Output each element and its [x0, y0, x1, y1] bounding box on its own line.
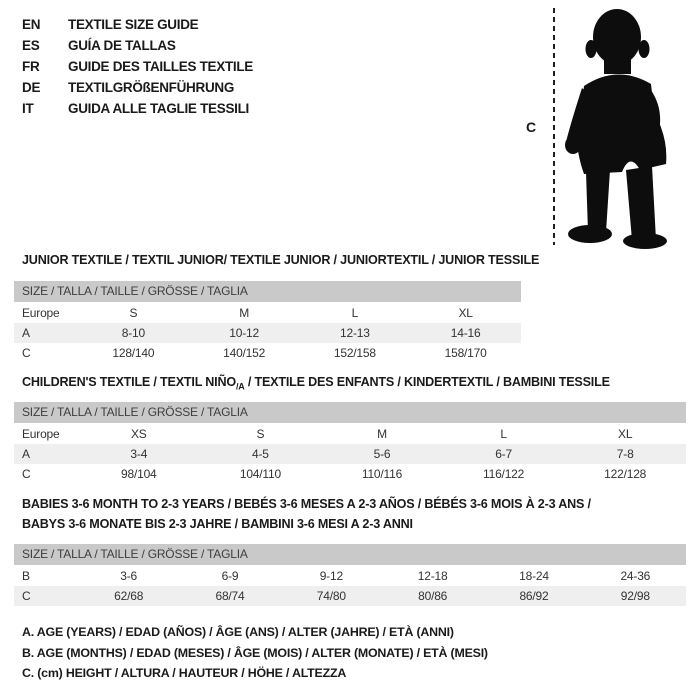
size-cell: 116/122	[483, 467, 525, 481]
children-table	[14, 402, 686, 484]
size-header: SIZE / TALLA / TAILLE / GRÖSSE / TAGLIA	[14, 544, 686, 565]
size-cell: 74/80	[316, 589, 346, 603]
note-age-months: B. AGE (MONTHS) / EDAD (MESES) / ÂGE (MOIS) / ALTER (MONATE) / ETÀ (MESI)	[22, 645, 488, 660]
size-cell: 10-12	[229, 326, 259, 340]
size-cell: S	[129, 306, 138, 320]
size-cell: L	[351, 306, 359, 320]
size-cell: 3-4	[130, 447, 148, 461]
note-age-years: A. AGE (YEARS) / EDAD (AÑOS) / ÂGE (ANS) / ALTER (JAHRE) / ETÀ (ANNI)	[22, 625, 454, 639]
size-cell: M	[239, 306, 250, 320]
language-label: GUIDA ALLE TAGLIE TESSILI	[68, 101, 249, 116]
size-cell: 110/116	[361, 467, 403, 481]
size-cell: 152/158	[333, 346, 376, 360]
children-title-post: / TEXTILE DES ENFANTS / KINDERTEXTIL / BAMBINI TESSILE	[244, 375, 610, 389]
table-row-age	[14, 323, 521, 343]
toddler-silhouette-icon	[560, 4, 700, 249]
size-cell: 86/92	[519, 589, 549, 603]
size-cell: 6-7	[495, 447, 512, 461]
size-cell: 14-16	[450, 326, 481, 340]
size-cell: S	[256, 427, 265, 441]
table-row-europe	[14, 424, 686, 444]
language-label: TEXTILE SIZE GUIDE	[68, 17, 199, 32]
size-cell: 4-5	[252, 447, 269, 461]
row-label: C	[22, 467, 31, 481]
size-cell: 12-18	[417, 569, 448, 583]
babies-table-title	[22, 494, 591, 534]
size-cell: 62/68	[114, 589, 144, 603]
height-label-c: C	[526, 119, 537, 135]
language-code: ES	[22, 38, 40, 53]
language-label: GUÍA DE TALLAS	[68, 38, 176, 53]
babies-table	[14, 544, 686, 606]
table-row-europe	[14, 303, 521, 323]
size-cell: 98/104	[121, 467, 157, 481]
size-cell: 7-8	[616, 447, 634, 461]
size-cell: 6-9	[221, 569, 239, 583]
legend-notes	[22, 622, 488, 684]
table-row-height	[14, 464, 686, 484]
row-label: B	[22, 569, 30, 583]
junior-table	[14, 281, 521, 363]
table-row-height	[14, 343, 521, 363]
language-label: TEXTILGRÖßENFÜHRUNG	[68, 80, 235, 95]
row-label: Europe	[22, 427, 60, 441]
language-row-fr	[22, 56, 253, 77]
language-code: FR	[22, 59, 40, 74]
size-cell: 128/140	[112, 346, 155, 360]
size-cell: 104/110	[239, 467, 281, 481]
row-label: A	[22, 326, 30, 340]
size-cell: XL	[458, 306, 473, 320]
language-row-it	[22, 98, 253, 119]
size-cell: 24-36	[620, 569, 651, 583]
size-cell: 140/152	[223, 346, 266, 360]
size-cell: 68/74	[215, 589, 245, 603]
size-cell: 9-12	[319, 569, 343, 583]
children-title-sub: /A	[235, 381, 245, 392]
language-row-es	[22, 35, 253, 56]
size-cell: 12-13	[340, 326, 370, 340]
size-cell: 158/170	[444, 346, 487, 360]
size-cell: 5-6	[373, 447, 391, 461]
size-cell: XS	[130, 427, 147, 441]
size-cell: 3-6	[120, 569, 138, 583]
note-height-cm: C. (cm) HEIGHT / ALTURA / HAUTEUR / HÖHE / ALTEZZA	[22, 666, 347, 680]
language-guide-list	[22, 14, 253, 119]
size-cell: XL	[618, 427, 633, 441]
table-row-height	[14, 586, 686, 606]
size-cell: 92/98	[620, 589, 650, 603]
size-cell: 18-24	[519, 569, 549, 583]
row-label: A	[22, 447, 30, 461]
size-cell: 80/86	[418, 589, 448, 603]
size-header: SIZE / TALLA / TAILLE / GRÖSSE / TAGLIA	[14, 281, 521, 302]
size-cell: M	[377, 427, 387, 441]
height-measure-dashed-line	[553, 8, 555, 245]
children-title-pre: CHILDREN'S TEXTILE / TEXTIL NIÑO	[22, 375, 236, 389]
babies-title-line1: BABIES 3-6 MONTH TO 2-3 YEARS / BEBÉS 3-6 MESES A 2-3 AÑOS / BÉBÉS 3-6 MOIS À 2-3 ANS /	[22, 497, 591, 511]
size-cell: 122/128	[604, 467, 647, 481]
junior-table-title: JUNIOR TEXTILE / TEXTIL JUNIOR/ TEXTILE JUNIOR / JUNIORTEXTIL / JUNIOR TESSILE	[22, 253, 540, 267]
language-code: DE	[22, 80, 41, 95]
children-table-title	[22, 372, 610, 397]
table-row-age	[14, 444, 686, 464]
language-code: EN	[22, 17, 41, 32]
language-row-en	[22, 14, 253, 35]
row-label: C	[22, 346, 31, 360]
language-row-de	[22, 77, 253, 98]
language-label: GUIDE DES TAILLES TEXTILE	[68, 59, 254, 74]
language-code: IT	[22, 101, 34, 116]
row-label: Europe	[22, 306, 60, 320]
row-label: C	[22, 589, 31, 603]
size-cell: 8-10	[121, 326, 145, 340]
babies-title-line2: BABYS 3-6 MONATE BIS 2-3 JAHRE / BAMBINI 3-6 MESI A 2-3 ANNI	[22, 517, 413, 531]
table-row-months	[14, 566, 686, 586]
size-cell: L	[500, 427, 507, 441]
size-header: SIZE / TALLA / TAILLE / GRÖSSE / TAGLIA	[14, 402, 686, 423]
